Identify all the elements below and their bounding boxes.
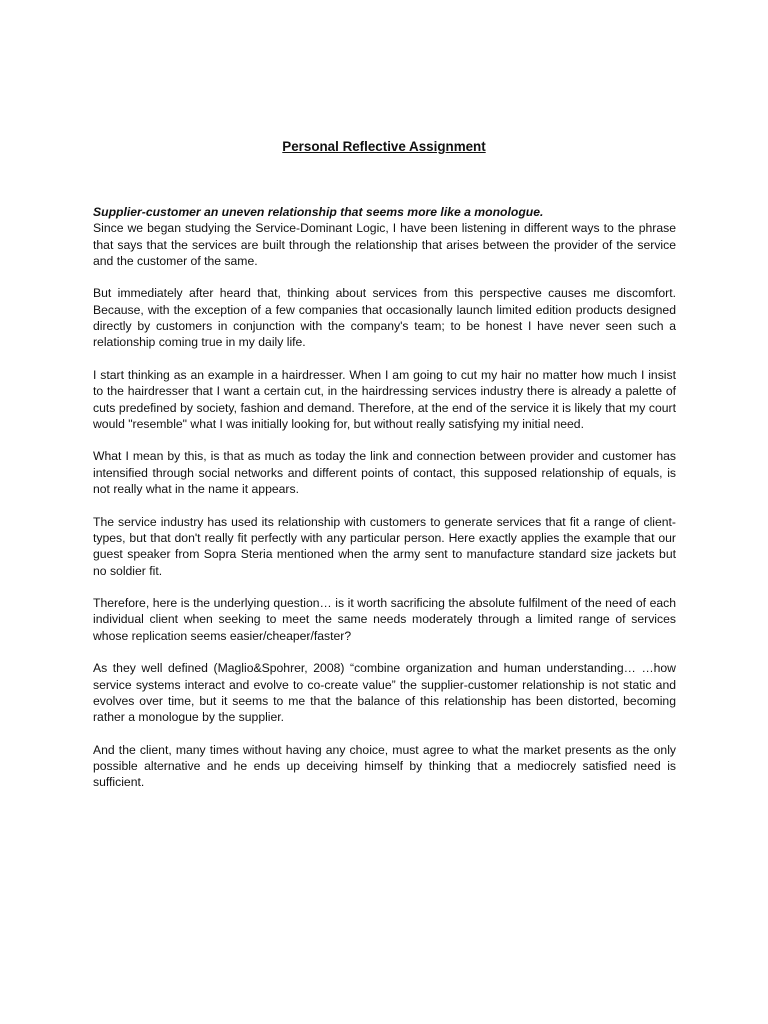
paragraph-intro (93, 204, 676, 269)
paragraph: Therefore, here is the underlying question… is it worth sacrificing the absolute fulfilment of the need of each individual client when seeking to meet the same needs moderately through a limited range of services whose replication seems easier/cheaper/faster? (93, 596, 676, 643)
paragraph: I start thinking as an example in a hairdresser. When I am going to cut my hair no matter how much I insist to the hairdresser that I want a certain cut, in the hairdressing services industry there is already a palette of cuts predefined by society, fashion and demand. Therefore, at the end of the service it is likely that my court would "resemble" what I was initially looking for, but without really satisfying my initial need. (93, 367, 676, 431)
paragraph: But immediately after heard that, thinking about services from this perspective causes me discomfort. Because, with the exception of a few companies that occasionally launch limited edition products designed directly by customers in conjunction with the company's team; to be honest I have never seen such a relationship coming true in my daily life. (93, 286, 676, 350)
document-title: Personal Reflective Assignment (282, 139, 486, 154)
paragraph-text: Since we began studying the Service-Dominant Logic, I have been listening in different ways to the phrase that says that the services are built through the relationship that arises between the provider of the service and the customer of the same. (93, 221, 676, 268)
document-body (93, 204, 676, 807)
paragraph: And the client, many times without having any choice, must agree to what the market presents as the only possible alternative and he ends up deceiving himself by thinking that a mediocrely satisfied need is sufficient. (93, 742, 676, 790)
paragraph: As they well defined (Maglio&Spohrer, 2008) “combine organization and human understanding… …how service systems interact and evolve to co-create value” the supplier-customer relationship is not static and evolves over time, but it seems to me that the balance of this relationship has been distorted, becoming rather a monologue by the supplier. (93, 661, 676, 725)
paragraph: The service industry has used its relationship with customers to generate services that fit a range of client-types, but that don't really fit perfectly with any particular person. Here exactly applies the example that our guest speaker from Sopra Steria mentioned when the army sent to manufacture standard size jackets but no soldier fit. (93, 514, 676, 578)
paragraph: What I mean by this, is that as much as today the link and connection between provider and customer has intensified through social networks and different points of contact, this supposed relationship of equals, is not really what in the name it appears. (93, 449, 676, 497)
section-subtitle: Supplier-customer an uneven relationship that seems more like a monologue. (93, 205, 544, 219)
